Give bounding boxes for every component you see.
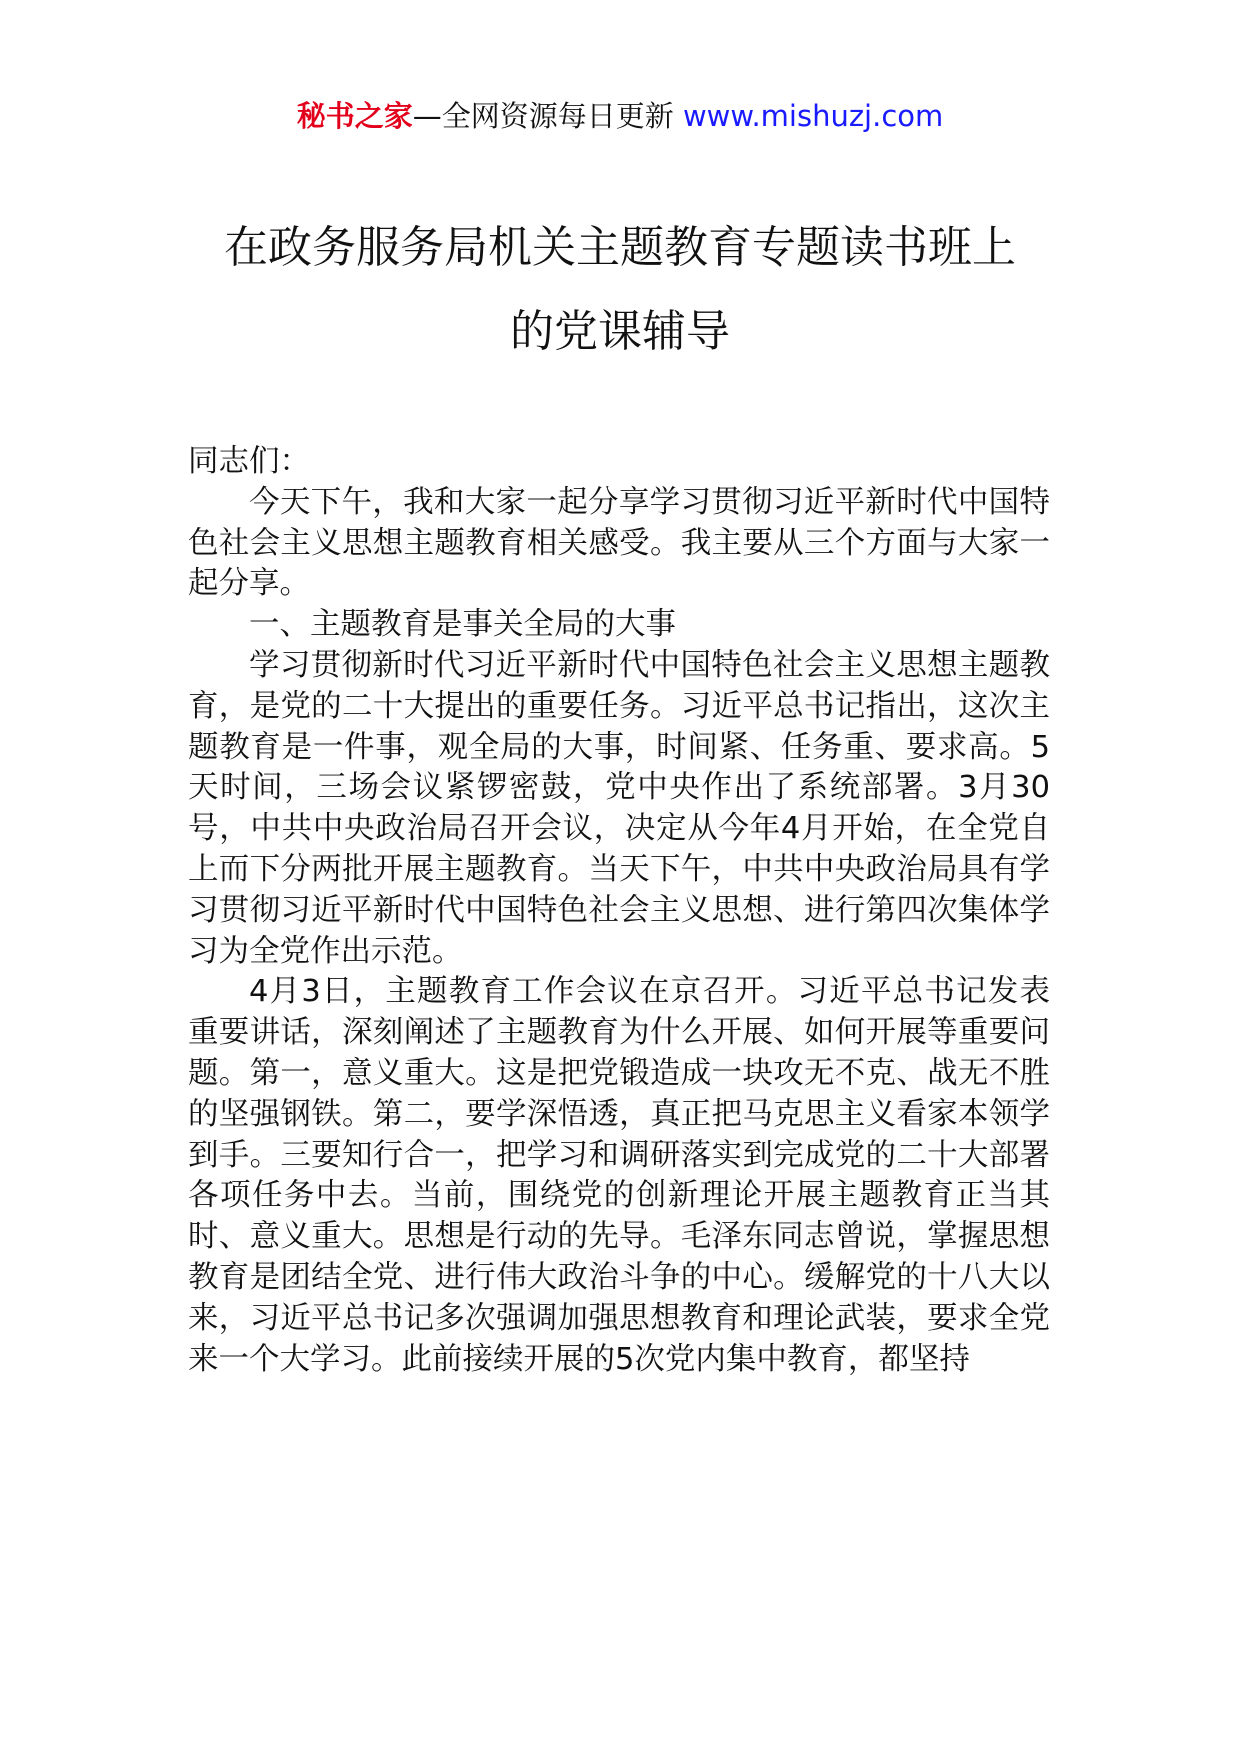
body-paragraph-2: 4月3日，主题教育工作会议在京召开。习近平总书记发表重要讲话，深刻阐述了主题教育为什么开展、如何开展等重要问题。第一，意义重大。这是把党锻造成一块攻无不克、战无不胜的坚强钢铁。第二，要学深悟透，真正把马克思主义看家本领学到手。三要知行合一，把学习和调研落实到完成党的二十大部署各项任务中去。当前，围绕党的创新理论开展主题教育正当其时、意义重大。思想是行动的先导。毛泽东同志曾说，掌握思想教育是团结全党、进行伟大政治斗争的中心。缓解党的十八大以来，习近平总书记多次强调加强思想教育和理论武装，要求全党来一个大学习。此前接续开展的5次党内集中教育，都坚持 <box>188 974 1050 1377</box>
intro-paragraph: 今天下午，我和大家一起分享学习贯彻习近平新时代中国特色社会主义思想主题教育相关感受。我主要从三个方面与大家一起分享。 <box>188 484 1050 602</box>
site-brand: 秘书之家 <box>296 99 413 133</box>
salutation: 同志们： <box>188 444 310 479</box>
site-header <box>0 96 1240 136</box>
site-url-link[interactable]: www.mishuzj.com <box>682 99 944 133</box>
title-line-2: 的党课辅导 <box>510 306 730 357</box>
section-heading-1: 一、主题教育是事关全局的大事 <box>249 607 676 643</box>
body-paragraph-1: 学习贯彻新时代习近平新时代中国特色社会主义思想主题教育，是党的二十大提出的重要任务。习近平总书记指出，这次主题教育是一件事，观全局的大事，时间紧、任务重、要求高。5天时间，三场会议紧锣密鼓，党中央作出了系统部署。3月30号，中共中央政治局召开会议，决定从今年4月开始，在全党自上而下分两批开展主题教育。当天下午，中共中央政治局具有学习贯彻习近平新时代中国特色社会主义思想、进行第四次集体学习为全党作出示范。 <box>188 647 1050 969</box>
document-title <box>140 206 1100 374</box>
site-slogan: —全网资源每日更新 <box>412 99 674 133</box>
title-line-1: 在政务服务局机关主题教育专题读书班上 <box>224 222 1016 273</box>
document-body <box>188 442 1050 1380</box>
